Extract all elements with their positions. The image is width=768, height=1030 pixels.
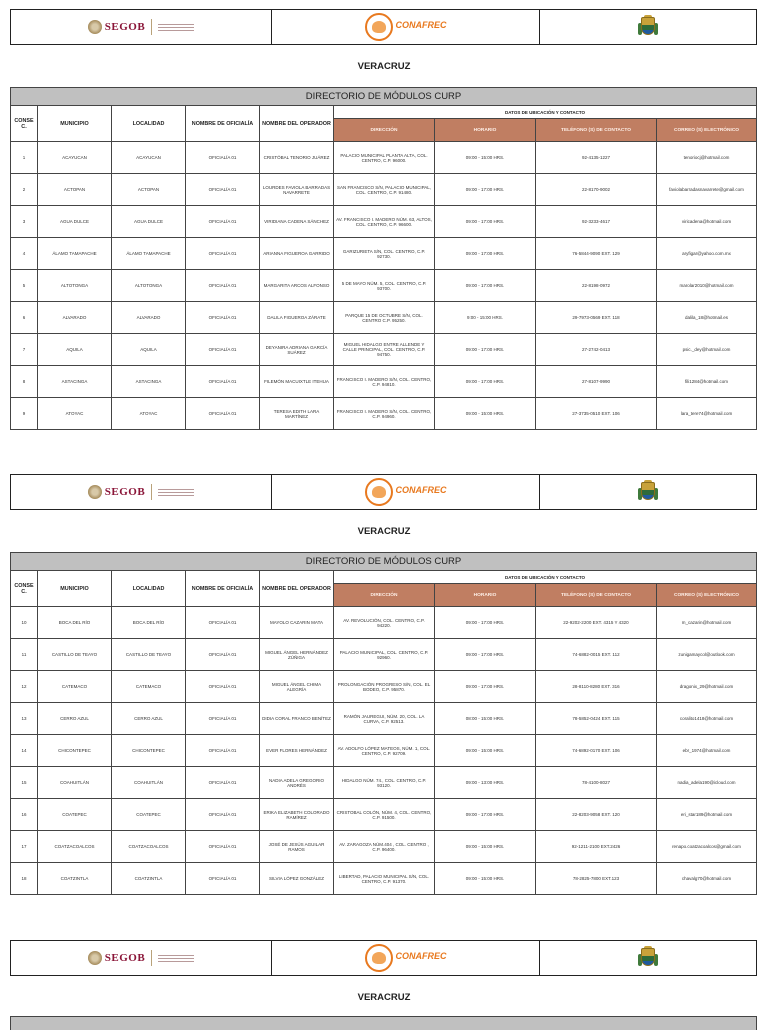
table-row xyxy=(11,671,757,703)
cell-correo: eri_star189@hotmail.com xyxy=(657,799,757,831)
segob-logo xyxy=(88,950,194,966)
header-direccion: DIRECCIÓN xyxy=(334,584,435,607)
cell-direccion: MIGUEL HIDALGO ENTRE ALLENDE Y CALLE PRINCIPAL, COL. CENTRO, C.P. 94750. xyxy=(334,334,435,366)
cell-operador: NADIA ADELA GREGORIO ANDRÉS xyxy=(260,767,334,799)
table-row xyxy=(11,206,757,238)
cell-direccion: 5 DE MAYO NÚM. 5, COL. CENTRO, C.P. 93700. xyxy=(334,270,435,302)
cell-localidad: ASTACINGA xyxy=(112,366,186,398)
cell-horario: 08:00 - 15:00 HRS. xyxy=(435,703,536,735)
header-municipio: MUNICIPIO xyxy=(38,571,112,607)
cell-oficialia: OFICIALÍA 01 xyxy=(186,398,260,430)
cell-localidad: BOCA DEL RÍO xyxy=(112,607,186,639)
cell-horario: 09:00 - 13:00 HRS. xyxy=(435,767,536,799)
header-correo: CORREO (S) ELECTRÓNICO xyxy=(657,584,757,607)
header-horario: HORARIO xyxy=(435,119,536,142)
cell-direccion: FRANCISCO I. MADERO S/N, COL. CENTRO, C.P. 94960. xyxy=(334,398,435,430)
cell-localidad: COATZACOALCOS xyxy=(112,831,186,863)
cell-consec: 7 xyxy=(11,334,38,366)
segob-logo-cell xyxy=(11,475,272,509)
cell-oficialia: OFICIALÍA 01 xyxy=(186,831,260,863)
conafrec-logo xyxy=(365,944,447,972)
cell-consec: 13 xyxy=(11,703,38,735)
cell-horario: 09:00 - 17:00 HRS. xyxy=(435,639,536,671)
header-datos-ubicacion: DATOS DE UBICACIÓN Y CONTACTO xyxy=(334,571,757,584)
header-datos-ubicacion: DATOS DE UBICACIÓN Y CONTACTO xyxy=(334,106,757,119)
conafrec-wordmark: CONAFREC xyxy=(395,485,447,495)
cell-municipio: ALVARADO xyxy=(38,302,112,334)
table-row xyxy=(11,831,757,863)
veracruz-crest-cell xyxy=(540,10,756,44)
cell-horario: 09:00 - 17:00 HRS. xyxy=(435,366,536,398)
cell-municipio: CHICONTEPEC xyxy=(38,735,112,767)
cell-operador: DEYANIRA ADRIANA GARCÍA SUÁREZ xyxy=(260,334,334,366)
cell-oficialia: OFICIALÍA 01 xyxy=(186,302,260,334)
cell-horario: 09:00 - 17:00 HRS. xyxy=(435,607,536,639)
cell-municipio: CASTILLO DE TEAYO xyxy=(38,639,112,671)
cell-operador: JOSÉ DE JESÚS AGUILAR RAMOS xyxy=(260,831,334,863)
cell-oficialia: OFICIALÍA 01 xyxy=(186,334,260,366)
cell-oficialia: OFICIALÍA 01 xyxy=(186,366,260,398)
header-operador: NOMBRE DEL OPERADOR xyxy=(260,106,334,142)
cell-direccion: AV. REVOLUCIÓN, COL. CENTRO, C.P. 94220. xyxy=(334,607,435,639)
header-direccion: DIRECCIÓN xyxy=(334,119,435,142)
veracruz-crest-icon xyxy=(638,15,658,39)
cell-telefono: 22-9202-2200 EXT. 4315 Y 4320 xyxy=(536,607,657,639)
cell-localidad: ATOYAC xyxy=(112,398,186,430)
conafrec-wordmark: CONAFREC xyxy=(395,20,447,30)
table-row xyxy=(11,270,757,302)
cell-correo: fili1284@hotmail.com xyxy=(657,366,757,398)
cell-direccion: RAMÓN JAUREGUI, NÚM. 20, COL. LA CURVA, C.P. 92513. xyxy=(334,703,435,735)
cell-correo: renapo.coatzacoalcos@gmail.com xyxy=(657,831,757,863)
cell-municipio: CATEMACO xyxy=(38,671,112,703)
cell-consec: 8 xyxy=(11,366,38,398)
cell-localidad: CATEMACO xyxy=(112,671,186,703)
cell-horario: 09:00 - 15:00 HRS. xyxy=(435,142,536,174)
cell-operador: MARGARITA ARCOS ALFONSO xyxy=(260,270,334,302)
cell-horario: 09:00 - 17:00 HRS. xyxy=(435,174,536,206)
cell-horario: 09:00 - 17:00 HRS. xyxy=(435,206,536,238)
cell-oficialia: OFICIALÍA 01 xyxy=(186,607,260,639)
cell-horario: 09:00 - 15:00 HRS. xyxy=(435,863,536,895)
cell-consec: 16 xyxy=(11,799,38,831)
table-row xyxy=(11,639,757,671)
cell-localidad: AQUILA xyxy=(112,334,186,366)
cell-operador: CRISTÓBAL TENORIO JUÁREZ xyxy=(260,142,334,174)
cell-operador: VIRIDIANA CADENA SÁNCHEZ xyxy=(260,206,334,238)
cell-consec: 18 xyxy=(11,863,38,895)
veracruz-crest-cell xyxy=(540,941,756,975)
segob-seal-icon xyxy=(88,951,102,965)
cell-localidad: ACTOPAN xyxy=(112,174,186,206)
cell-telefono: 27-3735-0510 EXT. 106 xyxy=(536,398,657,430)
cell-direccion: GARIZURIETA S/N, COL. CENTRO, C.P. 92730. xyxy=(334,238,435,270)
cell-correo: nadia_adela190@icloud.com xyxy=(657,767,757,799)
cell-consec: 3 xyxy=(11,206,38,238)
segob-logo xyxy=(88,484,194,500)
header-logos xyxy=(10,940,757,976)
directory-table xyxy=(10,552,757,895)
cell-localidad: COAHUITLÁN xyxy=(112,767,186,799)
table-row xyxy=(11,799,757,831)
cell-correo: coralito1418@hotmail.com xyxy=(657,703,757,735)
table-title: DIRECTORIO DE MÓDULOS CURP xyxy=(11,553,757,571)
cell-telefono: 22-8198-0972 xyxy=(536,270,657,302)
conafrec-logo-cell xyxy=(272,475,540,509)
conafrec-logo-cell xyxy=(272,10,540,44)
header-consec: CONSEC. xyxy=(11,106,38,142)
cell-localidad: ALVARADO xyxy=(112,302,186,334)
header-correo: CORREO (S) ELECTRÓNICO xyxy=(657,119,757,142)
table-row xyxy=(11,238,757,270)
cell-direccion: PALACIO MUNICIPAL PLANTA ALTA, COL. CENTRO, C.P. 96000. xyxy=(334,142,435,174)
cell-consec: 11 xyxy=(11,639,38,671)
cell-telefono: 92-3233-4617 xyxy=(536,206,657,238)
cell-operador: DIDIA CORAL FRANCO BENÍTEZ xyxy=(260,703,334,735)
cell-direccion: PALACIO MUNICIPAL, COL. CENTRO, C.P. 92960. xyxy=(334,639,435,671)
cell-horario: 09:00 - 17:00 HRS. xyxy=(435,671,536,703)
cell-municipio: ACTOPAN xyxy=(38,174,112,206)
cell-localidad: ALTOTONGA xyxy=(112,270,186,302)
cell-telefono: 76-5844-9090 EXT. 129 xyxy=(536,238,657,270)
cell-municipio: COAHUITLÁN xyxy=(38,767,112,799)
cell-oficialia: OFICIALÍA 01 xyxy=(186,142,260,174)
cell-telefono: 28-8110-8280 EXT. 316 xyxy=(536,671,657,703)
table-row xyxy=(11,863,757,895)
cell-telefono: 74-6882-0015 EXT. 112 xyxy=(536,639,657,671)
cell-consec: 2 xyxy=(11,174,38,206)
conafrec-wordmark: CONAFREC xyxy=(395,951,447,961)
cell-consec: 12 xyxy=(11,671,38,703)
state-title: VERACRUZ xyxy=(357,526,411,537)
cell-oficialia: OFICIALÍA 01 xyxy=(186,799,260,831)
cell-municipio: ATOYAC xyxy=(38,398,112,430)
cell-direccion: LIBERTAD, PALACIO MUNICIPAL S/N, COL. CENTRO, C.P. 91370. xyxy=(334,863,435,895)
cell-localidad: CASTILLO DE TEAYO xyxy=(112,639,186,671)
conafrec-emblem-icon xyxy=(365,944,393,972)
cell-telefono: 92-4135-1227 xyxy=(536,142,657,174)
conafrec-emblem-icon xyxy=(365,478,393,506)
cell-correo: tenoriocj@hotmail.com xyxy=(657,142,757,174)
cell-municipio: ASTACINGA xyxy=(38,366,112,398)
cell-municipio: COATEPEC xyxy=(38,799,112,831)
cell-municipio: AGUA DULCE xyxy=(38,206,112,238)
cell-oficialia: OFICIALÍA 01 xyxy=(186,238,260,270)
state-title: VERACRUZ xyxy=(357,61,411,72)
segob-seal-icon xyxy=(88,20,102,34)
cell-direccion: PARQUE 15 DE OCTUBRE S/N, COL. CENTRO C.P. 95250. xyxy=(334,302,435,334)
cell-direccion: SAN FRANCISCO S/N, PALACIO MUNICIPAL, COL. CENTRO, C.P. 91480. xyxy=(334,174,435,206)
cell-horario: 09:00 - 17:00 HRS. xyxy=(435,334,536,366)
cell-municipio: ÁLAMO TAMAPACHE xyxy=(38,238,112,270)
cell-direccion: PROLONGACIÓN PROGRESO S/N, COL. EL BODEO, C.P. 95870. xyxy=(334,671,435,703)
header-telefono: TELÉFONO (S) DE CONTACTO xyxy=(536,119,657,142)
table-row xyxy=(11,302,757,334)
cell-localidad: ÁLAMO TAMAPACHE xyxy=(112,238,186,270)
cell-telefono: 78-5852-0424 EXT. 115 xyxy=(536,703,657,735)
cell-oficialia: OFICIALÍA 01 xyxy=(186,671,260,703)
cell-consec: 4 xyxy=(11,238,38,270)
cell-localidad: COATEPEC xyxy=(112,799,186,831)
conafrec-emblem-icon xyxy=(365,13,393,41)
cell-consec: 9 xyxy=(11,398,38,430)
segob-logo xyxy=(88,19,194,35)
cell-horario: 09:00 - 17:00 HRS. xyxy=(435,270,536,302)
conafrec-logo xyxy=(365,13,447,41)
cell-oficialia: OFICIALÍA 01 xyxy=(186,863,260,895)
cell-municipio: CERRO AZUL xyxy=(38,703,112,735)
cell-operador: SILVIA LÓPEZ GONZÁLEZ xyxy=(260,863,334,895)
cell-correo: aryfigar@yahoo.com.mx xyxy=(657,238,757,270)
cell-correo: chavalg70@hotmail.com xyxy=(657,863,757,895)
cell-localidad: COATZINTLA xyxy=(112,863,186,895)
table-row xyxy=(11,735,757,767)
header-logos xyxy=(10,474,757,510)
veracruz-crest-cell xyxy=(540,475,756,509)
cell-operador: MAYOLO CAZARIN MATA xyxy=(260,607,334,639)
cell-oficialia: OFICIALÍA 01 xyxy=(186,735,260,767)
cell-oficialia: OFICIALÍA 01 xyxy=(186,767,260,799)
cell-consec: 15 xyxy=(11,767,38,799)
cell-operador: MIGUEL ÁNGEL HERNÁNDEZ ZÚÑIGA xyxy=(260,639,334,671)
cell-correo: zunigamaycol@outlook.com xyxy=(657,639,757,671)
cell-direccion: AV. FRANCISCO I. MADERO NÚM. 63, ALTOS, COL. CENTRO, C.P. 96600. xyxy=(334,206,435,238)
segob-wordmark: SEGOB xyxy=(104,486,146,498)
header-oficialia: NOMBRE DE OFICIALÍA xyxy=(186,106,260,142)
cell-municipio: ALTOTONGA xyxy=(38,270,112,302)
table-row xyxy=(11,142,757,174)
header-consec: CONSEC. xyxy=(11,571,38,607)
cell-operador: TERESA EDITH LARA MARTÍNEZ xyxy=(260,398,334,430)
cell-municipio: BOCA DEL RÍO xyxy=(38,607,112,639)
cell-consec: 14 xyxy=(11,735,38,767)
cell-consec: 5 xyxy=(11,270,38,302)
conafrec-logo-cell xyxy=(272,941,540,975)
table-row xyxy=(11,366,757,398)
cell-correo: ebr_1974@hotmail.com xyxy=(657,735,757,767)
cell-oficialia: OFICIALÍA 01 xyxy=(186,174,260,206)
segob-logo-cell xyxy=(11,10,272,44)
segob-logo-cell xyxy=(11,941,272,975)
table-row xyxy=(11,398,757,430)
cell-localidad: CHICONTEPEC xyxy=(112,735,186,767)
directory-table xyxy=(10,87,757,430)
cell-direccion: HIDALGO NÚM. 74., COL. CENTRO, C.P. 93120. xyxy=(334,767,435,799)
cell-correo: m_cazarin@hotmail.com xyxy=(657,607,757,639)
segob-wordmark: SEGOB xyxy=(104,952,146,964)
cell-operador: LOURDES FAVIOLA BARRADAS NAVARRETE xyxy=(260,174,334,206)
header-municipio: MUNICIPIO xyxy=(38,106,112,142)
cell-operador: MIGUEL ÁNGEL CHIMA ALEGRÍA xyxy=(260,671,334,703)
table-row xyxy=(11,767,757,799)
cell-direccion: FRANCISCO I. MADERO S/N, COL. CENTRO, C.P. 94810. xyxy=(334,366,435,398)
cell-direccion: CRISTOBAL COLÓN, NÚM. 4, COL. CENTRO, C.P. 91500. xyxy=(334,799,435,831)
cell-telefono: 22-8170-9002 xyxy=(536,174,657,206)
cell-horario: 09:00 - 15:00 HRS. xyxy=(435,831,536,863)
cell-telefono: 22-8203-9058 EXT. 120 xyxy=(536,799,657,831)
cell-correo: psic._dey@hotmail.com xyxy=(657,334,757,366)
table-row xyxy=(11,334,757,366)
cell-correo: viricadena@hotmail.com xyxy=(657,206,757,238)
table-title: DIRECTORIO DE MÓDULOS CURP xyxy=(11,88,757,106)
cell-oficialia: OFICIALÍA 01 xyxy=(186,703,260,735)
cell-direccion: AV. ADOLFO LÓPEZ MATEOS, NÚM. 1, COL. CENTRO, C.P. 92709. xyxy=(334,735,435,767)
segob-seal-icon xyxy=(88,485,102,499)
cell-telefono: 78-4100-8027 xyxy=(536,767,657,799)
header-oficialia: NOMBRE DE OFICIALÍA xyxy=(186,571,260,607)
cell-horario: 9:00 - 15:00 HRS. xyxy=(435,302,536,334)
veracruz-crest-icon xyxy=(638,946,658,970)
cell-correo: lara_tere74@hotmail.com xyxy=(657,398,757,430)
cell-horario: 09:00 - 15:00 HRS. xyxy=(435,398,536,430)
state-title: VERACRUZ xyxy=(357,992,411,1003)
conafrec-logo xyxy=(365,478,447,506)
cell-direccion: AV. ZARAGOZA NÚM.404 , COL. CENTRO , C.P. 96400. xyxy=(334,831,435,863)
cell-consec: 10 xyxy=(11,607,38,639)
cell-localidad: CERRO AZUL xyxy=(112,703,186,735)
cell-consec: 1 xyxy=(11,142,38,174)
cell-horario: 09:00 - 17:00 HRS. xyxy=(435,799,536,831)
cell-oficialia: OFICIALÍA 01 xyxy=(186,639,260,671)
cell-oficialia: OFICIALÍA 01 xyxy=(186,270,260,302)
cell-operador: EVER FLORES HERNÁNDEZ xyxy=(260,735,334,767)
table-row xyxy=(11,703,757,735)
cell-telefono: 74-6892-0170 EXT. 106 xyxy=(536,735,657,767)
cell-operador: FILEMÓN MACUIXTLE ITEHUA xyxy=(260,366,334,398)
cell-municipio: COATZACOALCOS xyxy=(38,831,112,863)
cell-localidad: ACAYUCAN xyxy=(112,142,186,174)
cell-oficialia: OFICIALÍA 01 xyxy=(186,206,260,238)
cell-correo: dragonix_29@hotmail.com xyxy=(657,671,757,703)
cell-telefono: 92-1211-2100 EXT.2426 xyxy=(536,831,657,863)
veracruz-crest-icon xyxy=(638,480,658,504)
cell-operador: DALILA FIGUEROA ZÁRATE xyxy=(260,302,334,334)
header-telefono: TELÉFONO (S) DE CONTACTO xyxy=(536,584,657,607)
header-logos xyxy=(10,9,757,45)
cell-telefono: 27-2742-0413 xyxy=(536,334,657,366)
cell-correo: marolar2010@hotmail.com xyxy=(657,270,757,302)
cell-horario: 09:00 - 17:00 HRS. xyxy=(435,238,536,270)
cell-telefono: 29-7973-0569 EXT. 118 xyxy=(536,302,657,334)
segob-wordmark: SEGOB xyxy=(104,21,146,33)
header-localidad: LOCALIDAD xyxy=(112,571,186,607)
cell-correo: faviolabarradasnavarrete@gmail.com xyxy=(657,174,757,206)
cell-operador: ARIANNA FIGUEROA GARRIDO xyxy=(260,238,334,270)
header-horario: HORARIO xyxy=(435,584,536,607)
cell-operador: ERIKA ELIZABETH COLORADO RAMÍREZ xyxy=(260,799,334,831)
cell-municipio: ACAYUCAN xyxy=(38,142,112,174)
cell-consec: 17 xyxy=(11,831,38,863)
cell-horario: 09:00 - 15:00 HRS. xyxy=(435,735,536,767)
header-operador: NOMBRE DEL OPERADOR xyxy=(260,571,334,607)
table-row xyxy=(11,607,757,639)
table-row xyxy=(11,174,757,206)
cell-municipio: AQUILA xyxy=(38,334,112,366)
cell-correo: dalila_18@hotmail.es xyxy=(657,302,757,334)
cell-telefono: 27-8107-9990 xyxy=(536,366,657,398)
cell-telefono: 78-2825-7800 EXT.123 xyxy=(536,863,657,895)
cell-consec: 6 xyxy=(11,302,38,334)
cell-localidad: AGUA DULCE xyxy=(112,206,186,238)
cell-municipio: COATZINTLA xyxy=(38,863,112,895)
table-title-cutoff xyxy=(10,1016,757,1030)
header-localidad: LOCALIDAD xyxy=(112,106,186,142)
